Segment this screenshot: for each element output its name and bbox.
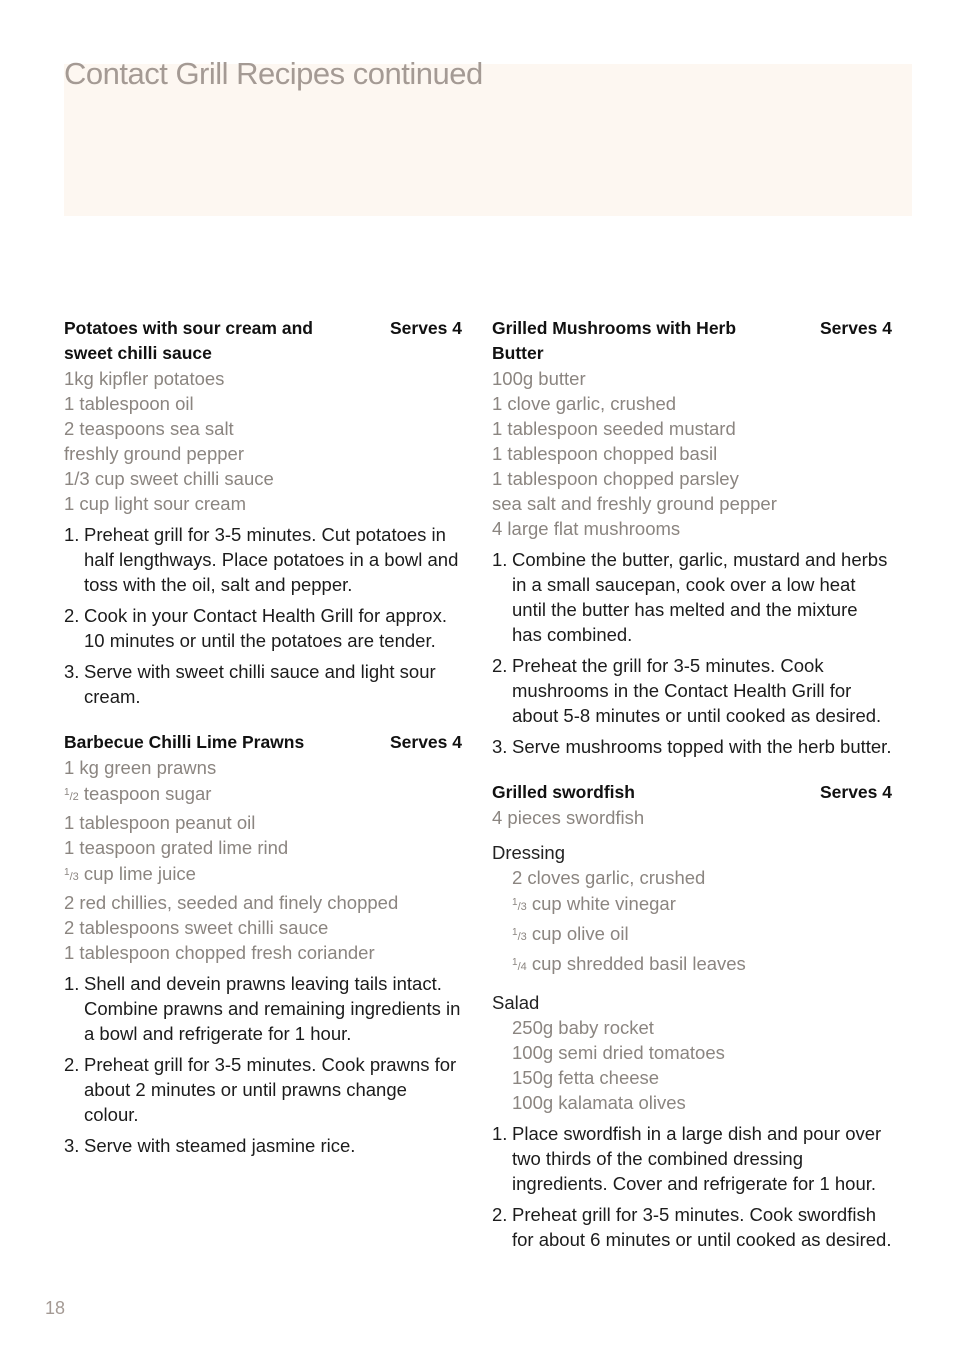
step-number: 2.: [492, 1204, 508, 1225]
ingredient-item: 1 teaspoon grated lime rind: [64, 837, 289, 858]
dressing-list: [492, 865, 892, 980]
method-step: [492, 1121, 892, 1196]
step-number: 1.: [492, 1123, 508, 1144]
method-steps: [492, 1121, 892, 1252]
ingredient-item: 2 tablespoons sweet chilli sauce: [64, 917, 329, 938]
step-number: 2.: [64, 1054, 80, 1075]
ingredient-item: 1 cup light sour cream: [64, 493, 247, 514]
recipe-prawns: [64, 730, 462, 1158]
recipe-title: Grilled Mushrooms with Herb Butter: [492, 318, 737, 363]
ingredient-item: $^1$/3 cup lime juice: [64, 863, 196, 884]
ingredient-item: $^1$/3 cup olive oil: [512, 923, 629, 944]
recipe-serves: Serves 4: [819, 318, 892, 338]
ingredient-item: 1 clove garlic, crushed: [492, 393, 677, 414]
method-steps: [64, 971, 462, 1158]
method-steps: [64, 522, 462, 709]
ingredient-item: 2 red chillies, seeded and finely chopped: [64, 892, 399, 913]
ingredient-item: 1/3 cup sweet chilli sauce: [64, 468, 274, 489]
method-step: [64, 971, 462, 1046]
left-column: [64, 316, 462, 1164]
recipe-potatoes: [64, 316, 462, 709]
ingredient-item: freshly ground pepper: [64, 443, 244, 464]
recipe-header: [492, 780, 892, 805]
recipe-mushrooms: [492, 316, 892, 759]
recipe-serves: Serves 4: [819, 782, 892, 802]
ingredient-list: [64, 366, 462, 516]
step-number: 3.: [64, 1135, 80, 1156]
recipe-header: [64, 316, 462, 366]
step-number: 1.: [492, 549, 508, 570]
ingredient-item: 2 teaspoons sea salt: [64, 418, 234, 439]
ingredient-item: sea salt and freshly ground pepper: [492, 493, 777, 514]
fraction: $^1$/3: [64, 867, 79, 883]
step-number: 3.: [64, 661, 80, 682]
salad-label: Salad: [492, 992, 540, 1013]
ingredient-item: 4 pieces swordfish: [492, 807, 645, 828]
method-step: [64, 522, 462, 597]
dressing-label: Dressing: [492, 842, 565, 863]
ingredient-item: 1 tablespoon chopped fresh coriander: [64, 942, 375, 963]
method-steps: [492, 547, 892, 759]
method-step: [64, 1052, 462, 1127]
recipe-serves: Serves 4: [389, 732, 462, 752]
recipe-serves: Serves 4: [389, 318, 462, 338]
ingredient-item: 1 tablespoon seeded mustard: [492, 418, 736, 439]
ingredient-item: $^1$/4 cup shredded basil leaves: [512, 953, 746, 974]
step-text: Preheat grill for 3-5 minutes. Cook swordfish for about 6 minutes or until cooked as desired.: [512, 1204, 892, 1250]
recipe-title: Grilled swordfish: [492, 782, 635, 802]
ingredient-item: 100g butter: [492, 368, 586, 389]
ingredient-item: 2 cloves garlic, crushed: [512, 867, 706, 888]
step-text: Preheat the grill for 3-5 minutes. Cook mushrooms in the Contact Health Grill for about 5-8 minutes or until cooked as desired.: [512, 655, 882, 726]
ingredient-list: [492, 366, 892, 541]
step-number: 3.: [492, 736, 508, 757]
ingredient-item: 100g semi dried tomatoes: [512, 1042, 725, 1063]
ingredient-item: 100g kalamata olives: [512, 1092, 686, 1113]
recipe-header: [492, 316, 892, 366]
step-text: Combine the butter, garlic, mustard and herbs in a small saucepan, cook over a low heat until the butter has melted and the mixture has combined.: [512, 549, 888, 645]
step-text: Shell and devein prawns leaving tails intact. Combine prawns and remaining ingredients in a bowl and refrigerate for 1 hour.: [84, 973, 461, 1044]
recipe-title: Barbecue Chilli Lime Prawns: [64, 732, 305, 752]
step-text: Serve with sweet chilli sauce and light sour cream.: [84, 661, 436, 707]
step-number: 2.: [64, 605, 80, 626]
recipe-header: [64, 730, 462, 755]
step-number: 2.: [492, 655, 508, 676]
method-step: [492, 734, 892, 759]
step-number: 1.: [64, 524, 80, 545]
fraction: $^1$/3: [512, 897, 527, 913]
step-text: Serve with steamed jasmine rice.: [84, 1135, 356, 1156]
ingredient-item: 1 kg green prawns: [64, 757, 217, 778]
method-step: [492, 547, 892, 647]
step-text: Place swordfish in a large dish and pour over two thirds of the combined dressing ingredients. Cover and refrigerate for 1 hour.: [512, 1123, 882, 1194]
step-number: 1.: [64, 973, 80, 994]
method-step: [64, 603, 462, 653]
step-text: Cook in your Contact Health Grill for approx. 10 minutes or until the potatoes are tender.: [84, 605, 447, 651]
recipe-title: Potatoes with sour cream and sweet chilli sauce: [64, 318, 313, 363]
ingredient-item: $^1$/3 cup white vinegar: [512, 893, 676, 914]
ingredient-item: $^1$/2 teaspoon sugar: [64, 783, 212, 804]
ingredient-item: 4 large flat mushrooms: [492, 518, 681, 539]
method-step: [492, 1202, 892, 1252]
ingredient-list: [492, 805, 892, 830]
page-title: Contact Grill Recipes continued: [64, 56, 483, 91]
ingredient-item: 250g baby rocket: [512, 1017, 654, 1038]
fraction: $^1$/3: [512, 927, 527, 943]
right-column: [492, 316, 892, 1258]
salad-list: [492, 1015, 892, 1115]
ingredient-item: 1kg kipfler potatoes: [64, 368, 225, 389]
ingredient-item: 150g fetta cheese: [512, 1067, 660, 1088]
ingredient-item: 1 tablespoon chopped basil: [492, 443, 718, 464]
fraction: $^1$/4: [512, 957, 527, 973]
recipe-swordfish: [492, 780, 892, 1252]
fraction: $^1$/2: [64, 787, 79, 803]
ingredient-item: 1 tablespoon oil: [64, 393, 194, 414]
step-text: Serve mushrooms topped with the herb butter.: [512, 736, 892, 757]
ingredient-list: [64, 755, 462, 965]
ingredient-item: 1 tablespoon chopped parsley: [492, 468, 739, 489]
step-text: Preheat grill for 3-5 minutes. Cut potatoes in half lengthways. Place potatoes in a bowl and toss with the oil, salt and pepper.: [84, 524, 459, 595]
method-step: [492, 653, 892, 728]
method-step: [64, 659, 462, 709]
ingredient-item: 1 tablespoon peanut oil: [64, 812, 256, 833]
page-number: 18: [45, 1298, 66, 1318]
step-text: Preheat grill for 3-5 minutes. Cook prawns for about 2 minutes or until prawns change colour.: [84, 1054, 457, 1125]
method-step: [64, 1133, 462, 1158]
